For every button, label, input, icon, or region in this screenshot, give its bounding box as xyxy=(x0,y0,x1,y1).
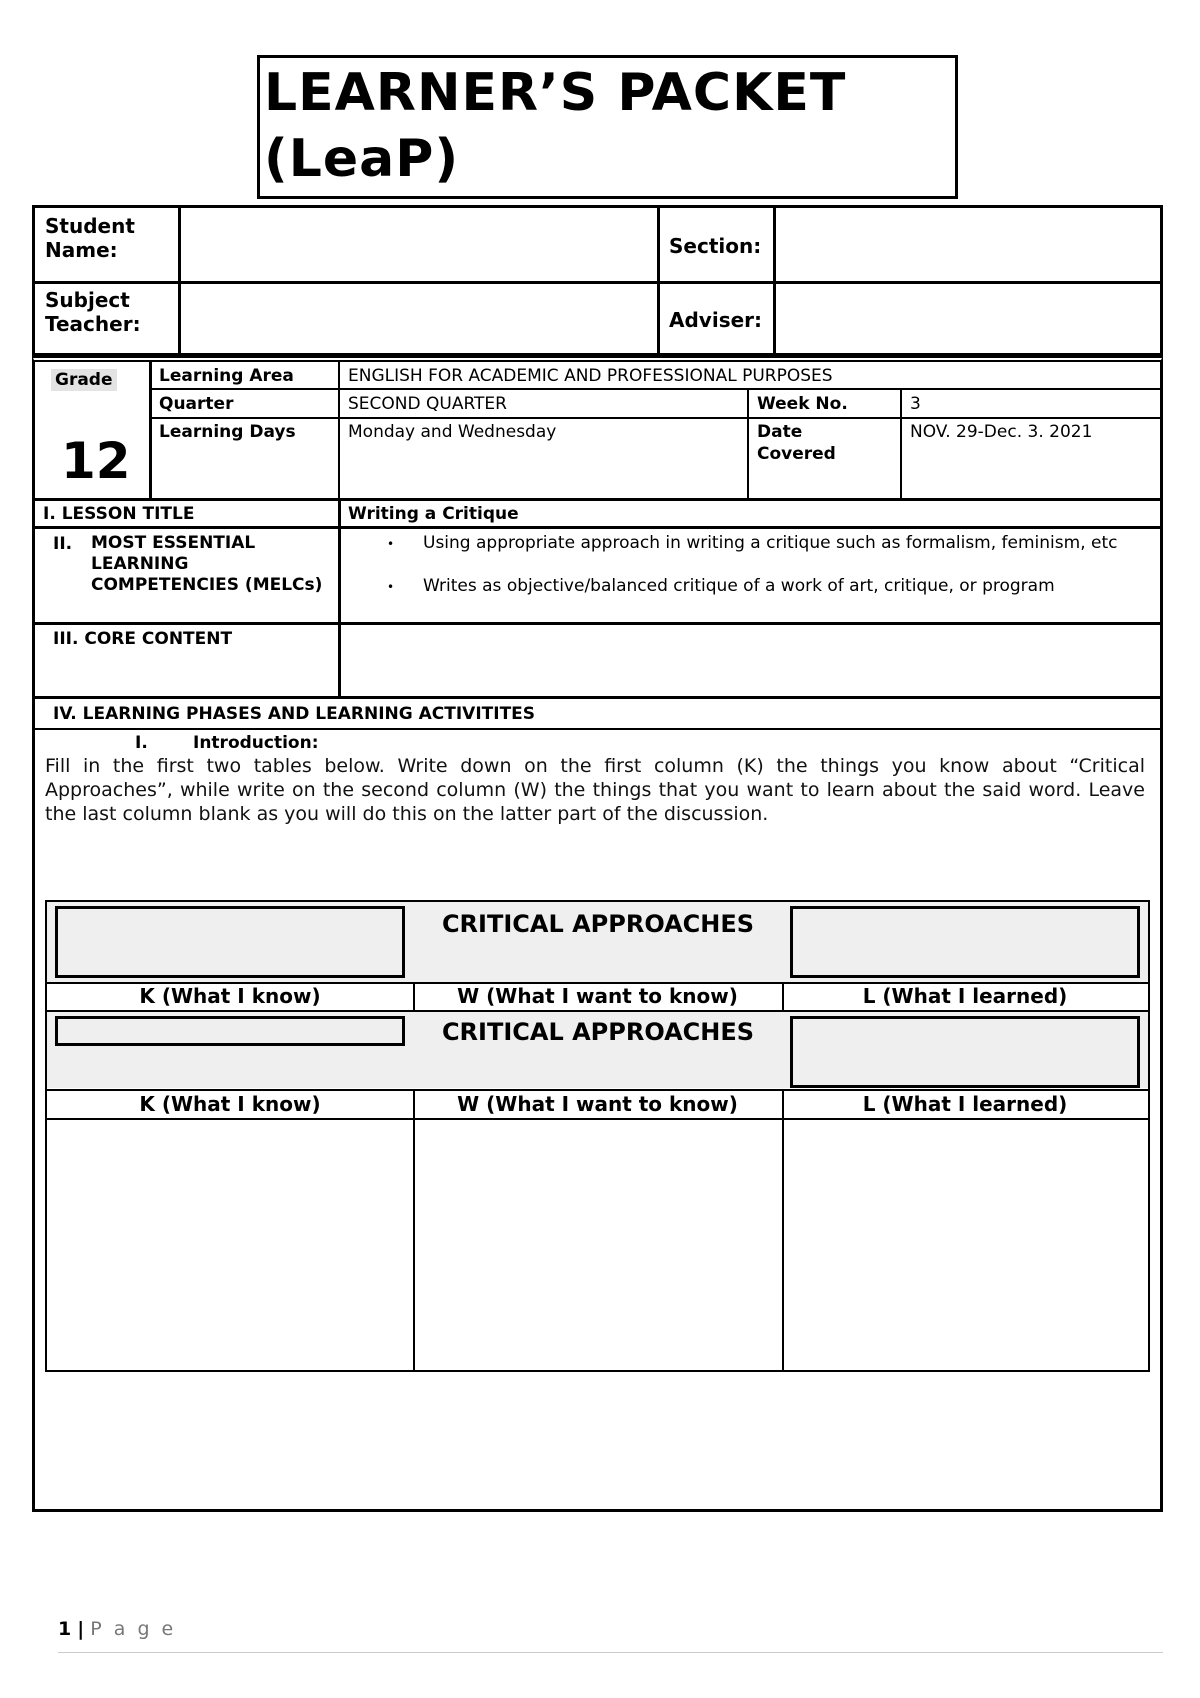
date-covered-value: NOV. 29-Dec. 3. 2021 xyxy=(910,422,1093,442)
quarter-value: SECOND QUARTER xyxy=(348,394,507,414)
title-line-1: LEARNER’S PACKET xyxy=(264,63,847,123)
student-name-field[interactable] xyxy=(183,210,653,278)
intro-label: Introduction: xyxy=(193,733,319,753)
melc-item-1: Using appropriate approach in writing a critique such as formalism, feminism, etc xyxy=(423,533,1118,553)
kwl-col-w-1: W (What I want to know) xyxy=(457,984,738,1008)
kwl-header-2-right-box xyxy=(790,1016,1140,1088)
kwl-w-answer[interactable] xyxy=(416,1121,780,1369)
title-line-2: (LeaP) xyxy=(264,129,460,189)
adviser-field[interactable] xyxy=(778,286,1158,352)
kwl-header-1-left-box xyxy=(55,906,405,978)
lesson-table xyxy=(32,498,1163,699)
kwl-header-1-right-box xyxy=(790,906,1140,978)
section-field[interactable] xyxy=(778,210,1158,278)
page-separator: | xyxy=(77,1618,85,1640)
kwl-l-answer[interactable] xyxy=(785,1121,1147,1369)
learning-area-value: ENGLISH FOR ACADEMIC AND PROFESSIONAL PURPOSES xyxy=(348,366,833,386)
melc-number: II. xyxy=(53,534,73,554)
kwl-heading-2: CRITICAL APPROACHES xyxy=(441,1018,755,1046)
kwl-k-answer[interactable] xyxy=(49,1121,411,1369)
footer-divider xyxy=(58,1652,1163,1653)
kwl-col-k-2: K (What I know) xyxy=(139,1092,321,1116)
week-value: 3 xyxy=(910,394,921,414)
kwl-heading-1: CRITICAL APPROACHES xyxy=(441,910,755,938)
grade-table xyxy=(32,356,1163,501)
kwl-col-k-1: K (What I know) xyxy=(139,984,321,1008)
week-label: Week No. xyxy=(757,394,848,414)
title-box xyxy=(257,55,958,199)
subject-teacher-label: Subject Teacher: xyxy=(45,288,141,336)
learning-days-label: Learning Days xyxy=(159,422,296,442)
lesson-title-label: I. LESSON TITLE xyxy=(43,504,195,524)
page-word: P a g e xyxy=(90,1618,177,1640)
lesson-title-value: Writing a Critique xyxy=(348,504,519,524)
melc-item-2: Writes as objective/balanced critique of a work of art, critique, or program xyxy=(423,576,1055,596)
section-label: Section: xyxy=(669,234,762,258)
date-covered-label: Date Covered xyxy=(757,422,836,464)
grade-label: Grade xyxy=(51,369,117,391)
melc-bullet-1: • xyxy=(387,537,395,551)
subject-teacher-field[interactable] xyxy=(183,286,653,352)
adviser-label: Adviser: xyxy=(669,308,763,332)
page-number: 1 xyxy=(58,1618,72,1640)
intro-number: I. xyxy=(135,733,148,753)
core-content-field[interactable] xyxy=(343,628,1158,694)
melc-label: MOST ESSENTIAL LEARNING COMPETENCIES (MELCs) xyxy=(91,533,323,595)
kwl-col-l-1: L (What I learned) xyxy=(862,984,1068,1008)
page-footer xyxy=(58,1618,176,1640)
intro-instructions: Fill in the first two tables below. Write down on the first column (K) the things you know about “Critical Approaches”, while write on the second column (W) the things that you want to learn about the said word. Leave the last column blank as you will do this on the latter part of the discussion. xyxy=(45,755,1145,825)
learning-days-value: Monday and Wednesday xyxy=(348,422,557,442)
quarter-label: Quarter xyxy=(159,394,234,414)
kwl-col-l-2: L (What I learned) xyxy=(862,1092,1068,1116)
student-name-label: Student Name: xyxy=(45,214,135,262)
kwl-header-2-left-box xyxy=(55,1016,405,1046)
phases-header: IV. LEARNING PHASES AND LEARNING ACTIVITITES xyxy=(53,704,536,724)
grade-value: 12 xyxy=(61,432,131,490)
learning-area-label: Learning Area xyxy=(159,366,294,386)
kwl-table xyxy=(45,900,1150,1372)
student-info-table xyxy=(32,205,1163,356)
kwl-col-w-2: W (What I want to know) xyxy=(457,1092,738,1116)
learning-phases-section xyxy=(32,696,1163,1512)
melc-bullet-2: • xyxy=(387,580,395,594)
core-content-label: III. CORE CONTENT xyxy=(53,629,233,649)
